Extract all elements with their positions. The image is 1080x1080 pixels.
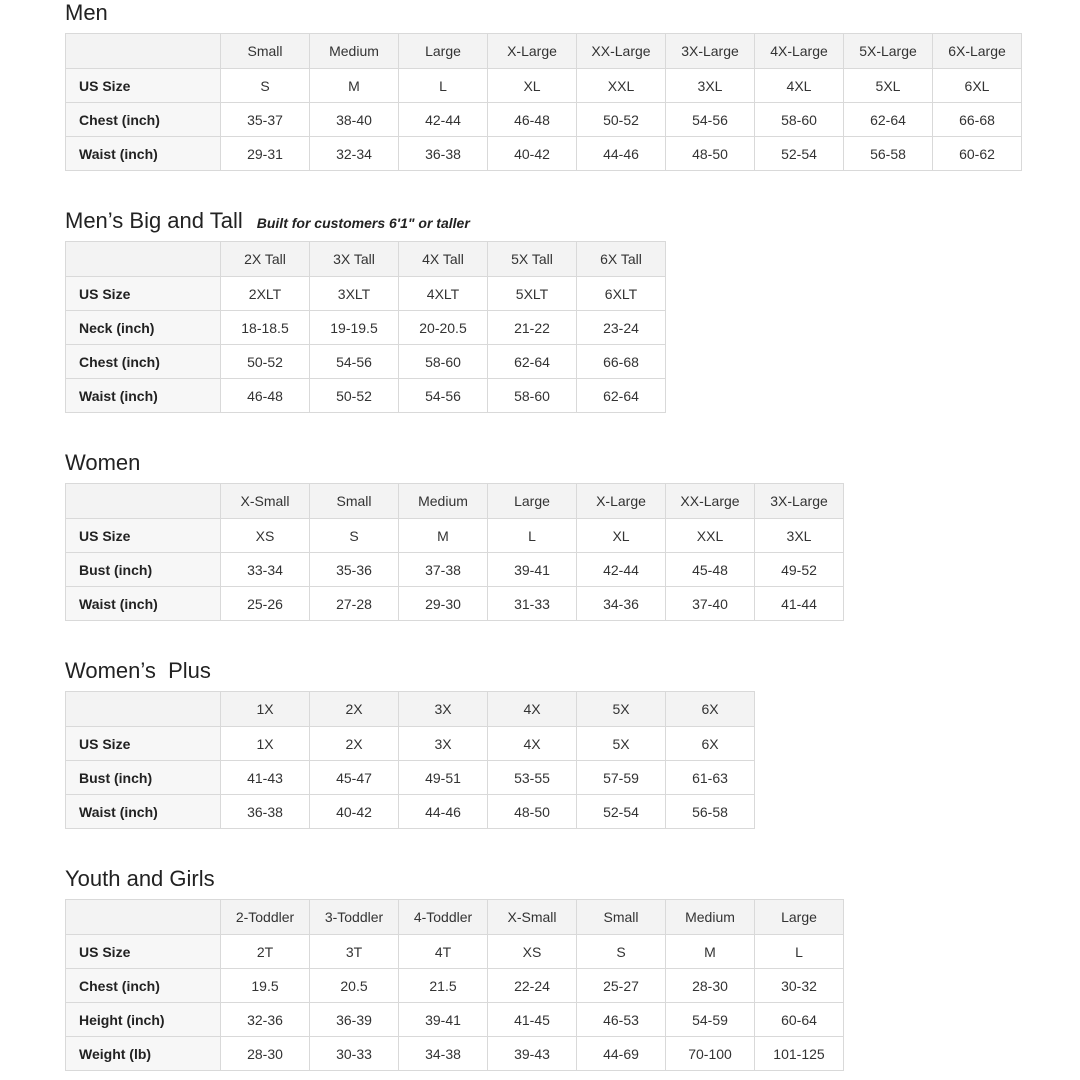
column-header: Large <box>399 34 488 69</box>
cell-value: 54-56 <box>399 379 488 413</box>
cell-value: 58-60 <box>488 379 577 413</box>
men-size-table <box>65 33 1022 171</box>
women-size-table <box>65 483 844 621</box>
cell-value: 58-60 <box>399 345 488 379</box>
column-header: 4-Toddler <box>399 900 488 935</box>
cell-value: 45-47 <box>310 761 399 795</box>
cell-value: 57-59 <box>577 761 666 795</box>
cell-value: 20-20.5 <box>399 311 488 345</box>
cell-value: L <box>755 935 844 969</box>
cell-value: 44-46 <box>399 795 488 829</box>
section-title <box>65 659 1080 685</box>
row-label: Chest (inch) <box>66 103 221 137</box>
table-row <box>66 969 844 1003</box>
cell-value: 49-52 <box>755 553 844 587</box>
cell-value: 60-64 <box>755 1003 844 1037</box>
cell-value: 4XL <box>755 69 844 103</box>
section-title <box>65 209 1080 235</box>
row-label: Bust (inch) <box>66 553 221 587</box>
cell-value: 4T <box>399 935 488 969</box>
section-womens-plus <box>65 659 1080 829</box>
section-title <box>65 1 1080 27</box>
cell-value: 30-32 <box>755 969 844 1003</box>
cell-value: XS <box>221 519 310 553</box>
cell-value: 29-31 <box>221 137 310 171</box>
column-header: X-Large <box>488 34 577 69</box>
cell-value: 52-54 <box>577 795 666 829</box>
cell-value: 18-18.5 <box>221 311 310 345</box>
cell-value: 6XL <box>933 69 1022 103</box>
corner-cell <box>66 242 221 277</box>
column-header: XX-Large <box>666 484 755 519</box>
cell-value: 29-30 <box>399 587 488 621</box>
cell-value: XS <box>488 935 577 969</box>
column-header: 2X <box>310 692 399 727</box>
cell-value: XXL <box>666 519 755 553</box>
section-title-text: Women’s Plus <box>65 658 211 683</box>
column-header: Medium <box>310 34 399 69</box>
cell-value: 42-44 <box>577 553 666 587</box>
cell-value: 25-26 <box>221 587 310 621</box>
cell-value: 58-60 <box>755 103 844 137</box>
cell-value: M <box>310 69 399 103</box>
column-header: 3X-Large <box>666 34 755 69</box>
cell-value: 1X <box>221 727 310 761</box>
cell-value: 25-27 <box>577 969 666 1003</box>
cell-value: 46-48 <box>221 379 310 413</box>
cell-value: 61-63 <box>666 761 755 795</box>
table-row <box>66 103 1022 137</box>
youth-and-girls-size-table <box>65 899 844 1071</box>
cell-value: 35-37 <box>221 103 310 137</box>
column-header: 4X-Large <box>755 34 844 69</box>
row-label: US Size <box>66 935 221 969</box>
cell-value: 49-51 <box>399 761 488 795</box>
cell-value: 19-19.5 <box>310 311 399 345</box>
table-row <box>66 1037 844 1071</box>
column-header: 4X <box>488 692 577 727</box>
cell-value: 21.5 <box>399 969 488 1003</box>
cell-value: 2T <box>221 935 310 969</box>
column-header: 2X Tall <box>221 242 310 277</box>
column-header: 5X <box>577 692 666 727</box>
cell-value: S <box>221 69 310 103</box>
cell-value: XL <box>577 519 666 553</box>
column-header: 3X <box>399 692 488 727</box>
cell-value: 44-46 <box>577 137 666 171</box>
cell-value: 52-54 <box>755 137 844 171</box>
column-header: X-Small <box>488 900 577 935</box>
table-row <box>66 519 844 553</box>
cell-value: 41-45 <box>488 1003 577 1037</box>
cell-value: 36-38 <box>221 795 310 829</box>
cell-value: 101-125 <box>755 1037 844 1071</box>
section-title <box>65 867 1080 893</box>
cell-value: 33-34 <box>221 553 310 587</box>
cell-value: 32-34 <box>310 137 399 171</box>
cell-value: 36-39 <box>310 1003 399 1037</box>
column-header: 6X <box>666 692 755 727</box>
mens-big-and-tall-size-table <box>65 241 666 413</box>
cell-value: 46-53 <box>577 1003 666 1037</box>
corner-cell <box>66 484 221 519</box>
cell-value: 41-44 <box>755 587 844 621</box>
column-header: 2-Toddler <box>221 900 310 935</box>
cell-value: 35-36 <box>310 553 399 587</box>
cell-value: 42-44 <box>399 103 488 137</box>
section-title-text: Women <box>65 450 141 475</box>
column-header: 5X Tall <box>488 242 577 277</box>
column-header: 6X-Large <box>933 34 1022 69</box>
table-header-row <box>66 34 1022 69</box>
section-title-text: Youth and Girls <box>65 866 215 891</box>
cell-value: 48-50 <box>666 137 755 171</box>
table-row <box>66 137 1022 171</box>
table-header-row <box>66 242 666 277</box>
cell-value: 32-36 <box>221 1003 310 1037</box>
cell-value: 50-52 <box>577 103 666 137</box>
section-women <box>65 451 1080 621</box>
table-row <box>66 587 844 621</box>
cell-value: 54-59 <box>666 1003 755 1037</box>
row-label: Chest (inch) <box>66 969 221 1003</box>
cell-value: 37-40 <box>666 587 755 621</box>
cell-value: 48-50 <box>488 795 577 829</box>
column-header: 3-Toddler <box>310 900 399 935</box>
cell-value: 34-36 <box>577 587 666 621</box>
section-title-text: Men’s Big and Tall <box>65 208 243 233</box>
cell-value: 39-41 <box>488 553 577 587</box>
table-header-row <box>66 484 844 519</box>
row-label: Waist (inch) <box>66 379 221 413</box>
cell-value: 54-56 <box>310 345 399 379</box>
cell-value: 31-33 <box>488 587 577 621</box>
cell-value: 40-42 <box>310 795 399 829</box>
row-label: US Size <box>66 69 221 103</box>
womens-plus-size-table <box>65 691 755 829</box>
cell-value: 2XLT <box>221 277 310 311</box>
row-label: Waist (inch) <box>66 587 221 621</box>
table-row <box>66 311 666 345</box>
cell-value: 62-64 <box>488 345 577 379</box>
cell-value: 39-43 <box>488 1037 577 1071</box>
table-header-row <box>66 692 755 727</box>
cell-value: 20.5 <box>310 969 399 1003</box>
column-header: Small <box>577 900 666 935</box>
section-youth-and-girls <box>65 867 1080 1071</box>
column-header: 6X Tall <box>577 242 666 277</box>
table-row <box>66 795 755 829</box>
column-header: 3X-Large <box>755 484 844 519</box>
table-row <box>66 727 755 761</box>
cell-value: 3XL <box>755 519 844 553</box>
cell-value: 62-64 <box>577 379 666 413</box>
cell-value: 21-22 <box>488 311 577 345</box>
table-row <box>66 935 844 969</box>
table-row <box>66 277 666 311</box>
column-header: 4X Tall <box>399 242 488 277</box>
row-label: Neck (inch) <box>66 311 221 345</box>
section-title <box>65 451 1080 477</box>
cell-value: 5XL <box>844 69 933 103</box>
cell-value: 50-52 <box>310 379 399 413</box>
cell-value: 28-30 <box>221 1037 310 1071</box>
section-mens-big-and-tall <box>65 209 1080 413</box>
cell-value: 39-41 <box>399 1003 488 1037</box>
column-header: Large <box>488 484 577 519</box>
cell-value: 53-55 <box>488 761 577 795</box>
cell-value: 38-40 <box>310 103 399 137</box>
cell-value: 40-42 <box>488 137 577 171</box>
row-label: US Size <box>66 727 221 761</box>
column-header: 3X Tall <box>310 242 399 277</box>
cell-value: 6XLT <box>577 277 666 311</box>
table-row <box>66 553 844 587</box>
column-header: X-Large <box>577 484 666 519</box>
row-label: Waist (inch) <box>66 137 221 171</box>
cell-value: 60-62 <box>933 137 1022 171</box>
row-label: Bust (inch) <box>66 761 221 795</box>
row-label: Waist (inch) <box>66 795 221 829</box>
cell-value: 62-64 <box>844 103 933 137</box>
cell-value: 5X <box>577 727 666 761</box>
cell-value: 34-38 <box>399 1037 488 1071</box>
cell-value: XXL <box>577 69 666 103</box>
cell-value: 3XL <box>666 69 755 103</box>
column-header: 5X-Large <box>844 34 933 69</box>
column-header: Small <box>221 34 310 69</box>
cell-value: 4X <box>488 727 577 761</box>
cell-value: 70-100 <box>666 1037 755 1071</box>
cell-value: 36-38 <box>399 137 488 171</box>
cell-value: 45-48 <box>666 553 755 587</box>
row-label: US Size <box>66 277 221 311</box>
column-header: Small <box>310 484 399 519</box>
column-header: XX-Large <box>577 34 666 69</box>
cell-value: 3T <box>310 935 399 969</box>
section-subtitle: Built for customers 6'1" or taller <box>256 215 470 231</box>
cell-value: 46-48 <box>488 103 577 137</box>
column-header: 1X <box>221 692 310 727</box>
cell-value: 66-68 <box>577 345 666 379</box>
cell-value: 56-58 <box>844 137 933 171</box>
cell-value: L <box>488 519 577 553</box>
table-row <box>66 345 666 379</box>
table-row <box>66 761 755 795</box>
cell-value: 19.5 <box>221 969 310 1003</box>
cell-value: S <box>577 935 666 969</box>
cell-value: M <box>399 519 488 553</box>
cell-value: 56-58 <box>666 795 755 829</box>
cell-value: S <box>310 519 399 553</box>
corner-cell <box>66 692 221 727</box>
corner-cell <box>66 900 221 935</box>
cell-value: 3X <box>399 727 488 761</box>
cell-value: 28-30 <box>666 969 755 1003</box>
table-header-row <box>66 900 844 935</box>
cell-value: 4XLT <box>399 277 488 311</box>
section-title-text: Men <box>65 0 108 25</box>
column-header: Medium <box>399 484 488 519</box>
cell-value: 41-43 <box>221 761 310 795</box>
row-label: Chest (inch) <box>66 345 221 379</box>
cell-value: 22-24 <box>488 969 577 1003</box>
cell-value: 66-68 <box>933 103 1022 137</box>
cell-value: 27-28 <box>310 587 399 621</box>
cell-value: L <box>399 69 488 103</box>
row-label: US Size <box>66 519 221 553</box>
table-row <box>66 379 666 413</box>
cell-value: 6X <box>666 727 755 761</box>
cell-value: 23-24 <box>577 311 666 345</box>
cell-value: 50-52 <box>221 345 310 379</box>
cell-value: M <box>666 935 755 969</box>
column-header: Large <box>755 900 844 935</box>
cell-value: XL <box>488 69 577 103</box>
cell-value: 54-56 <box>666 103 755 137</box>
cell-value: 37-38 <box>399 553 488 587</box>
section-men <box>65 1 1080 171</box>
cell-value: 30-33 <box>310 1037 399 1071</box>
corner-cell <box>66 34 221 69</box>
column-header: Medium <box>666 900 755 935</box>
table-row <box>66 1003 844 1037</box>
column-header: X-Small <box>221 484 310 519</box>
row-label: Height (inch) <box>66 1003 221 1037</box>
row-label: Weight (lb) <box>66 1037 221 1071</box>
cell-value: 2X <box>310 727 399 761</box>
cell-value: 3XLT <box>310 277 399 311</box>
table-row <box>66 69 1022 103</box>
cell-value: 5XLT <box>488 277 577 311</box>
cell-value: 44-69 <box>577 1037 666 1071</box>
